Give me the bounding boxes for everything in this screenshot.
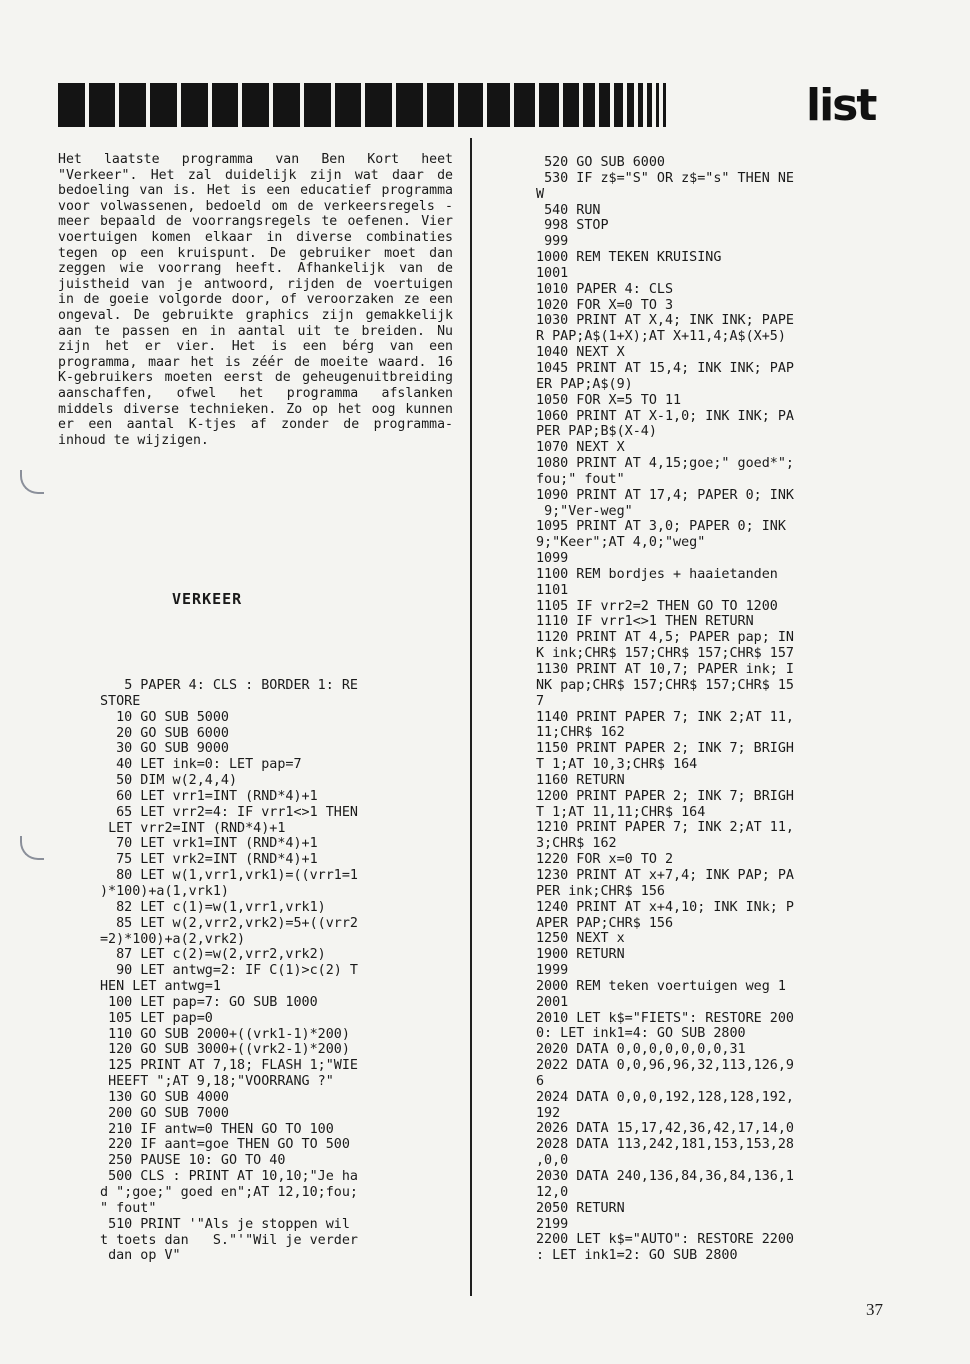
- punch-hole-mark: [20, 470, 44, 494]
- program-listing-right: 520 GO SUB 6000 530 IF z$="S" OR z$="s" THEN NE W 540 RUN 998 STOP 999 1000 REM TEKEN KRUISING 1001 1010 PAPER 4: CLS 1020 FOR X=0 TO 3 1030 PRINT AT X,4; INK INK; PAPE R PAP;A$(1+X);AT X+11,4;A$(X+5) 1040 NEXT X 1045 PRINT AT 15,4; INK INK; PAP ER PAP;A$(9) 1050 FOR X=5 TO 11 1060 PRINT AT X-1,0; INK INK; PA PER PAP;B$(X-4) 1070 NEXT X 1080 PRINT AT 4,15;goe;" goed*"; fou;" fout" 1090 PRINT AT 17,4; PAPER 0; INK 9;"Ver-weg" 1095 PRINT AT 3,0; PAPER 0; INK 9;"Keer";AT 4,0;"weg" 1099 1100 REM bordjes + haaietanden 1101 1105 IF vrr2=2 THEN GO TO 1200 1110 IF vrr1<>1 THEN RETURN 1120 PRINT AT 4,5; PAPER pap; IN K ink;CHR$ 157;CHR$ 157;CHR$ 157 1130 PRINT AT 10,7; PAPER ink; I NK pap;CHR$ 157;CHR$ 157;CHR$ 15 7 1140 PRINT PAPER 7; INK 2;AT 11, 11;CHR$ 162 1150 PRINT PAPER 2; INK 7; BRIGH T 1;AT 10,3;CHR$ 164 1160 RETURN 1200 PRINT PAPER 2; INK 7; BRIGH T 1;AT 11,11;CHR$ 164 1210 PRINT PAPER 7; INK 2;AT 11, 3;CHR$ 162 1220 FOR x=0 TO 2 1230 PRINT AT x+7,4; INK PAP; PA PER ink;CHR$ 156 1240 PRINT AT x+4,10; INK INk; P APER PAP;CHR$ 156 1250 NEXT x 1900 RETURN 1999 2000 REM teken voertuigen weg 1 2001 2010 LET k$="FIETS": RESTORE 200 0: LET ink1=4: GO SUB 2800 2020 DATA 0,0,0,0,0,0,0,31 2022 DATA 0,0,96,96,32,113,126,9 6 2024 DATA 0,0,0,192,128,128,192, 192 2026 DATA 15,17,42,36,42,17,14,0 2028 DATA 113,242,181,153,153,28 ,0,0 2030 DATA 240,136,84,36,84,136,1 12,0 2050 RETURN 2199 2200 LET k$="AUTO": RESTORE 2200 : LET ink1=2: GO SUB 2800: [536, 155, 794, 1264]
- intro-paragraph: Het laatste programma van Ben Kort heet "Verkeer". Het zal duidelijk zijn wat daar de bedoeling van is. Het is een educatief programma voor volwassenen, bedoeld om de verkeersregels - meer bepaald de voorrangsregels te oefenen. Vier voertuigen komen elkaar in diverse combinaties tegen op een kruispunt. De gebruiker moet dan zeggen wie voorrang heeft. Afhankelijk van de juistheid van je antwoord, rijden de voertuigen in de goeie volgorde door, of veroorzaken ze een ongeval. De gebruikte graphics zijn gemakkelijk aan te passen en in aantal uit te breiden. Nu zijn het er vier. Het is een bérg van een programma, maar het is zéér de moeite waard. 16 K-gebruikers moeten eerst de geheugenuitbreiding aanschaffen, ofwel het programma afslanken middels diverse technieken. Zo op het oog kunnen er een aantal K-tjes af zonder de programma-inhoud te wijzigen.: [58, 152, 461, 448]
- header-stripe-block: [89, 83, 116, 127]
- header-stripe-block: [365, 83, 392, 127]
- column-divider: [470, 138, 472, 1296]
- page-number: 37: [866, 1300, 883, 1319]
- header-stripe-block: [663, 83, 666, 127]
- right-column: [536, 155, 848, 1264]
- header-stripe-block: [539, 83, 559, 127]
- header-stripe-block: [614, 83, 623, 127]
- header-stripe-block: [487, 83, 510, 127]
- header-stripe-block: [150, 83, 177, 127]
- header-stripe-block: [58, 83, 85, 127]
- header-stripe-block: [583, 83, 595, 127]
- header-stripe-block: [599, 83, 610, 127]
- header-stripe-block: [458, 83, 483, 127]
- header-stripe-block: [242, 83, 269, 127]
- header-stripe-block: [656, 83, 660, 127]
- header-stripe-block: [647, 83, 651, 127]
- header-stripe-block: [638, 83, 643, 127]
- punch-hole-mark: [20, 836, 44, 860]
- header-stripe-block: [627, 83, 634, 127]
- header-stripe-block: [273, 83, 300, 127]
- header-stripe-block: [181, 83, 208, 127]
- header-stripe-block: [396, 83, 423, 127]
- program-listing-left: 5 PAPER 4: CLS : BORDER 1: RE STORE 10 GO SUB 5000 20 GO SUB 6000 30 GO SUB 9000 40 LET ink=0: LET pap=7 50 DIM w(2,4,4) 60 LET vrr1=INT (RND*4)+1 65 LET vrr2=4: IF vrr1<>1 THEN LET vrr2=INT (RND*4)+1 70 LET vrk1=INT (RND*4)+1 75 LET vrk2=INT (RND*4)+1 80 LET w(1,vrr1,vrk1)=((vrr1=1 )*100)+a(1,vrk1) 82 LET c(1)=w(1,vrr1,vrk1) 85 LET w(2,vrr2,vrk2)=5+((vrr2 =2)*100)+a(2,vrk2) 87 LET c(2)=w(2,vrr2,vrk2) 90 LET antwg=2: IF C(1)>c(2) T HEN LET antwg=1 100 LET pap=7: GO SUB 1000 105 LET pap=0 110 GO SUB 2000+((vrk1-1)*200) 120 GO SUB 3000+((vrk2-1)*200) 125 PRINT AT 7,18; FLASH 1;"WIE HEEFT ";AT 9,18;"VOORRANG ?" 130 GO SUB 4000 200 GO SUB 7000 210 IF antw=0 THEN GO TO 100 220 IF aant=goe THEN GO TO 500 250 PAUSE 10: GO TO 40 500 CLS : PRINT AT 10,10;"Je ha d ";goe;" goed en";AT 12,10;fou; " fout" 510 PRINT '"Als je stoppen wil t toets dan S."'"Wil je verder dan op V": [100, 678, 358, 1264]
- header-stripe-block: [119, 83, 146, 127]
- header-stripe-block: [335, 83, 362, 127]
- header-stripe-block: [304, 83, 331, 127]
- header-stripe-bar: [58, 83, 666, 127]
- header-stripe-block: [212, 83, 239, 127]
- left-column: [58, 152, 461, 448]
- list-logo: list: [806, 80, 876, 131]
- section-title: VERKEER: [172, 590, 243, 608]
- header-stripe-block: [427, 83, 454, 127]
- header-stripe-block: [514, 83, 535, 127]
- header-stripe-block: [563, 83, 579, 127]
